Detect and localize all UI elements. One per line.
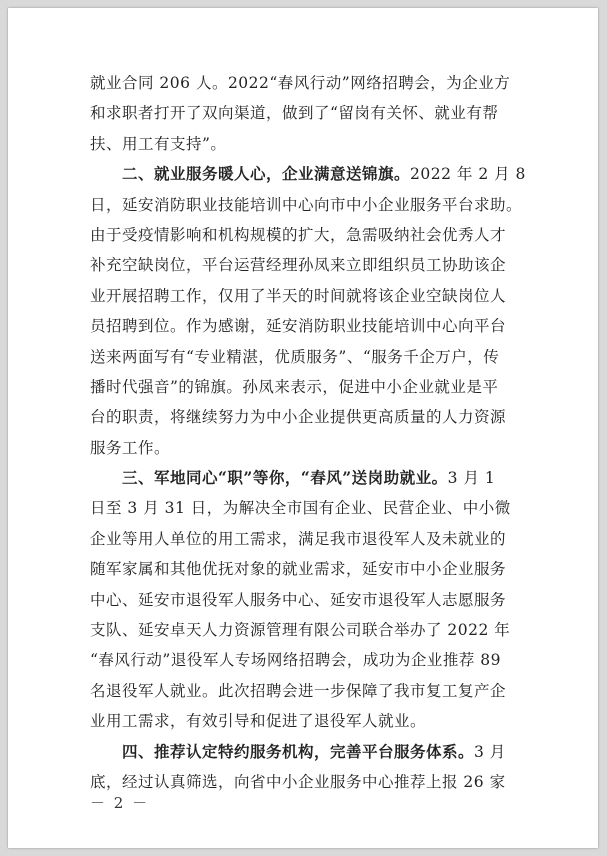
paragraph-text: 就业合同 206 人。2022“春风行动”网络招聘会，为企业方 xyxy=(90,74,511,92)
document-body xyxy=(90,68,528,797)
text-line xyxy=(90,645,528,675)
text-line xyxy=(90,68,528,98)
paragraph-text: 业用工需求，有效引导和促进了退役军人就业。 xyxy=(90,712,427,731)
paragraph-text: 名退役军人就业。此次招聘会进一步保障了我市复工复产企 xyxy=(90,681,507,700)
paragraph-text: 由于受疫情影响和机构规模的扩大，急需吸纳社会优秀人才 xyxy=(90,225,507,244)
paragraph-text: 中心、延安市退役军人服务中心、延安市退役军人志愿服务 xyxy=(90,590,507,609)
paragraph-text: “春风行动”退役军人专场网络招聘会，成功为企业推荐 89 xyxy=(90,651,502,670)
paragraph-text: 送来两面写有“专业精湛，优质服务”、“服务千企万户，传 xyxy=(90,347,500,366)
text-line xyxy=(90,98,528,128)
paragraph-text: 3 月 xyxy=(474,742,506,761)
text-line xyxy=(90,129,528,159)
text-line xyxy=(90,402,528,432)
paragraph-text: 随军家属和其他优抚对象的就业需求，延安市中小企业服务 xyxy=(90,560,507,579)
paragraph-text: 底，经过认真筛选，向省中小企业服务中心推荐上报 26 家 xyxy=(90,772,506,791)
text-line xyxy=(90,554,528,584)
text-line xyxy=(90,311,528,341)
text-line xyxy=(90,281,528,311)
text-line xyxy=(90,706,528,736)
paragraph-text: 日至 3 月 31 日，为解决全市国有企业、民营企业、中小微 xyxy=(90,499,511,518)
text-line xyxy=(90,737,528,767)
text-line xyxy=(90,585,528,615)
paragraph-text: 3 月 1 xyxy=(447,469,496,488)
section-heading: 二、就业服务暖人心，企业满意送锦旗。 xyxy=(90,164,411,184)
text-line xyxy=(90,372,528,402)
paragraph-text: 业开展招聘工作，仅用了半天的时间就将该企业空缺岗位人 xyxy=(90,286,507,305)
text-line xyxy=(90,220,528,250)
paragraph-text: 2022 年 2 月 8 xyxy=(410,165,526,184)
paragraph-text: 补充空缺岗位，平台运营经理孙凤来立即组织员工协助该企 xyxy=(90,256,507,275)
paragraph-text: 和求职者打开了双向渠道，做到了“留岗有关怀、就业有帮 xyxy=(90,104,499,123)
paragraph-text: 扶、用工有支持”。 xyxy=(90,134,227,153)
section-heading: 三、军地同心“职”等你，“春风”送岗助就业。 xyxy=(90,468,448,488)
text-line xyxy=(90,676,528,706)
paragraph-text: 服务工作。 xyxy=(90,438,171,457)
text-line xyxy=(90,433,528,463)
text-line xyxy=(90,524,528,554)
text-line xyxy=(90,342,528,372)
page-number: － 2 － xyxy=(90,794,150,812)
paragraph-text: 播时代强音”的锦旗。孙凤来表示，促进中小企业就业是平 xyxy=(90,377,499,396)
text-line xyxy=(90,493,528,523)
paragraph-text: 员招聘到位。作为感谢，延安消防职业技能培训中心向平台 xyxy=(90,317,507,336)
section-heading: 四、推荐认定特约服务机构，完善平台服务体系。 xyxy=(90,741,475,761)
text-line xyxy=(90,250,528,280)
text-line xyxy=(90,159,528,189)
text-line xyxy=(90,463,528,493)
document-page xyxy=(8,8,598,848)
paragraph-text: 支队、延安卓天人力资源管理有限公司联合举办了 2022 年 xyxy=(90,621,511,640)
paragraph-text: 企业等用人单位的用工需求，满足我市退役军人及未就业的 xyxy=(90,529,507,548)
text-line xyxy=(90,767,528,797)
text-line xyxy=(90,615,528,645)
paragraph-text: 日，延安消防职业技能培训中心向市中小企业服务平台求助。 xyxy=(90,195,523,214)
text-line xyxy=(90,190,528,220)
paragraph-text: 台的职责，将继续努力为中小企业提供更高质量的人力资源 xyxy=(90,408,507,427)
